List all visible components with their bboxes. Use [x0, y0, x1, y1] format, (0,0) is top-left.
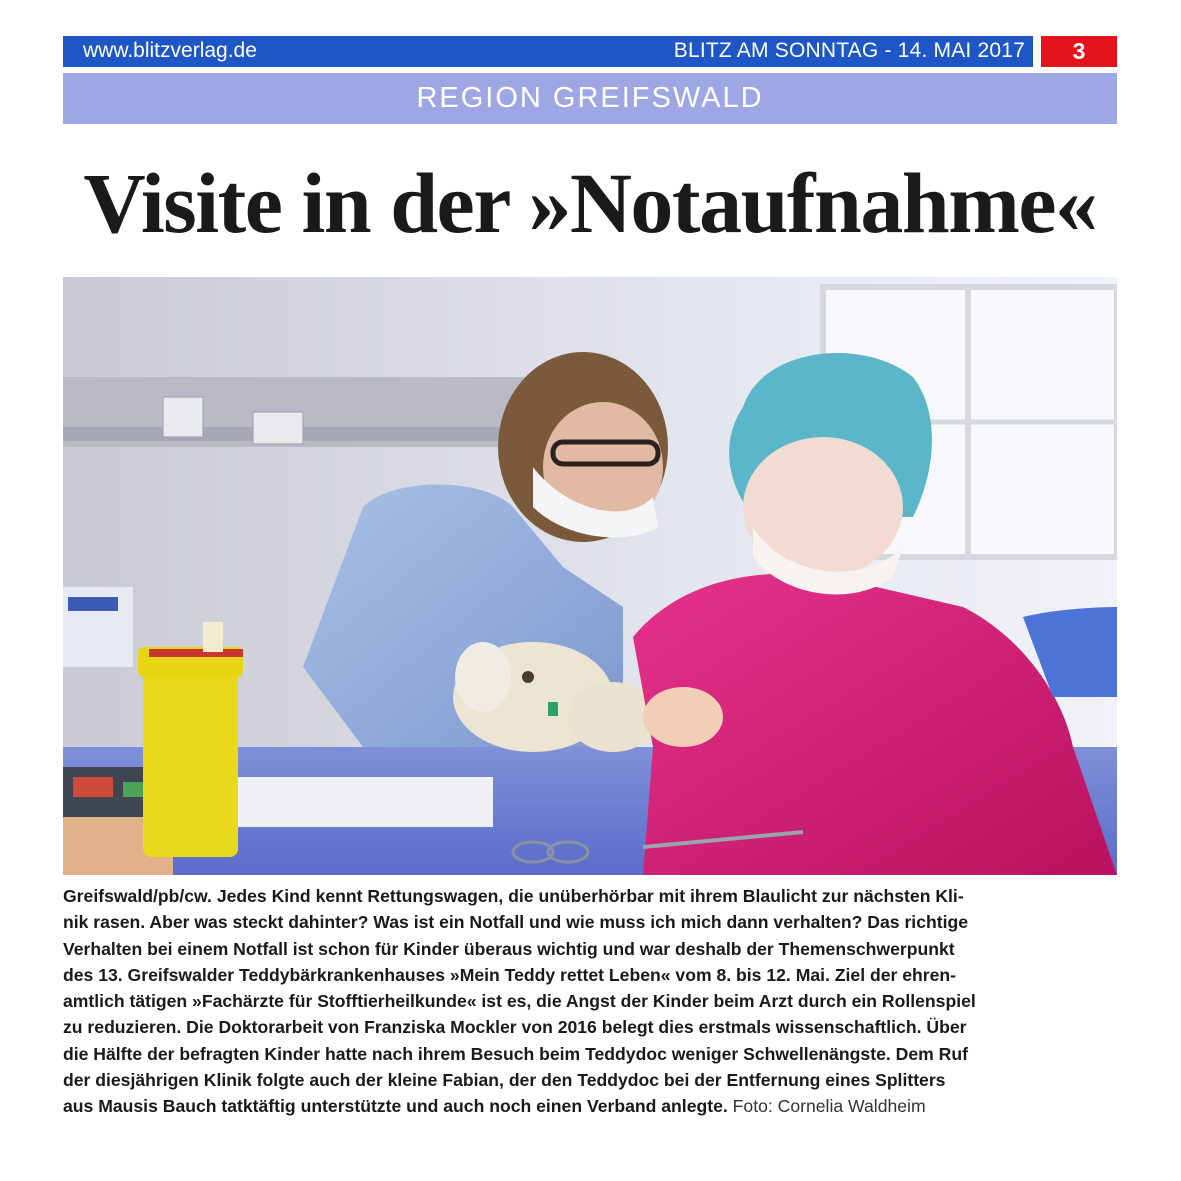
page-number: 3	[1041, 36, 1117, 67]
photo-credit: Foto: Cornelia Waldheim	[732, 1096, 926, 1117]
body-line: die Hälfte der befragten Kinder hatte nach ihrem Besuch beim Teddydoc weniger Schwellenängste. Dem Ruf	[63, 1043, 968, 1064]
body-line: aus Mausis Bauch tatktäftig unterstützte und auch noch einen Verband anlegte.	[63, 1096, 728, 1117]
issue-info: BLITZ AM SONNTAG - 14. MAI 2017	[673, 39, 1025, 62]
headline: Visite in der »Notaufnahme«	[83, 155, 1097, 251]
header-bar	[63, 36, 1033, 67]
body-line: der diesjährigen Klinik folgte auch der kleine Fabian, der den Teddydoc bei der Entfernung eines Splitters	[63, 1070, 946, 1091]
body-line: nik rasen. Aber was steckt dahinter? Was ist ein Notfall und wie muss ich mich dann verhalten? Das richtige	[63, 912, 969, 933]
body-line: Verhalten bei einem Notfall ist schon für Kinder überaus wichtig und war deshalb der Themenschwerpunkt	[63, 938, 955, 959]
article-body	[63, 883, 1123, 1120]
website-url[interactable]: www.blitzverlag.de	[83, 39, 257, 62]
body-line: amtlich tätigen »Fachärzte für Stofftierheilkunde« ist es, die Angst der Kinder beim Arzt durch ein Rollenspiel	[63, 991, 976, 1012]
article-photo	[63, 277, 1117, 875]
body-line: zu reduzieren. Die Doktorarbeit von Franziska Mockler von 2016 belegt dies erstmals wissenschaftlich. Über	[63, 1017, 967, 1038]
body-last-line	[63, 1093, 1123, 1119]
section-title: REGION GREIFSWALD	[63, 73, 1117, 124]
body-line: Greifswald/pb/cw. Jedes Kind kennt Rettungswagen, die unüberhörbar mit ihrem Blaulicht zur nächsten Kli-	[63, 886, 964, 906]
body-line: des 13. Greifswalder Teddybärkrankenhauses »Mein Teddy rettet Leben« vom 8. bis 12. Mai. Ziel der ehren-	[63, 964, 957, 985]
photo-illustration	[63, 277, 1117, 875]
